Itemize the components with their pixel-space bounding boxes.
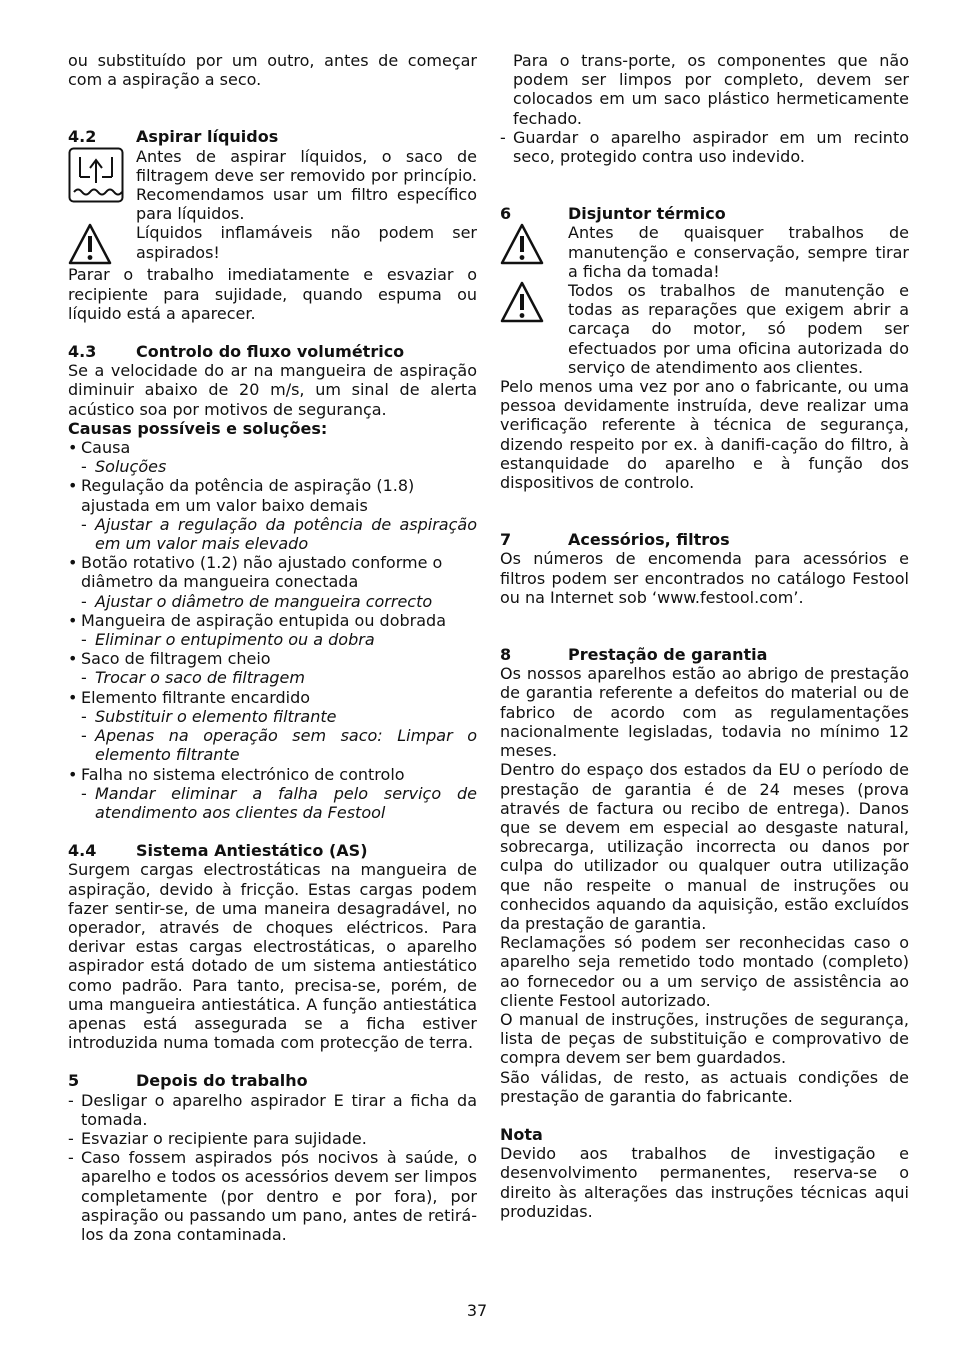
section-4-3-heading: 4.3 Controlo do fluxo volumétrico [68,342,405,362]
left-column [68,51,477,1244]
section-4-2-text: Antes de aspirar líquidos, o saco de filtragem deve ser removido por princípio. Recomendamos usar um filtro específico para líquidos. [136,146,477,224]
solution-item: - Soluções [81,457,167,477]
warranty-text-2: Dentro do espaço dos estados da EU o período de prestação de garantia é de 24 meses (prova através de factura ou recibo de entrega). Danos que se devem em especial ao desgaste natural, sobrecarga, utilização incorrecta ou danos por culpa do utilizador ou qualquer outra utilização que não respeite o manual de instruções ou conhecidos aquando da aquisição, estão excluídos da prestação de garantia. [500,760,909,933]
causes-title: Causas possíveis e soluções: [68,418,328,438]
storage-item: - Guardar o aparelho aspirador em um recinto seco, protegido contra uso indevido. [500,127,909,167]
warning-icon [500,281,568,377]
cause-item: • Saco de filtragem cheio [68,649,271,669]
solution-item: - Ajustar o diâmetro de mangueira correcto [81,591,433,611]
cause-item: • Elemento filtrante encardido [68,687,311,707]
section-4-3-text: Se a velocidade do ar na mangueira de aspiração diminuir abaixo de 20 m/s, um sinal de alerta acústico soa por motivos de segurança. [68,361,477,419]
cause-item: • Falha no sistema electrónico de controlo [68,764,405,784]
right-column [500,51,909,1221]
note-text: Devido aos trabalhos de investigação e desenvolvimento permanentes, reserva-se o direito às alterações das instruções técnicas aqui produzidas. [500,1144,909,1221]
transport-text: Para o trans-porte, os componentes que não podem ser limpos por completo, devem ser colocados em um saco plástico hermeticamente fechado. [513,51,909,128]
cause-item: • Mangueira de aspiração entupida ou dobrada [68,610,446,630]
warranty-text-4: O manual de instruções, instruções de segurança, lista de peças de substituição e comprovativo de compra devem ser bem guardados. [500,1009,909,1068]
section-4-4-text: Surgem cargas electrostáticas na mangueira de aspiração, devido à fricção. Estas cargas podem fazer sentir-se, de uma maneira desagradável, no operador, através de choques eléctricos. Para derivar estas cargas electrostáticas, o aparelho aspirador está dotado de um sistema antiestático como padrão. Para tanto, precisa-se, porém, de uma mangueira antiestática. A função antiestática apenas está assegurada se a ficha estiver introduzida numa tomada com protecção de terra. [68,860,477,1053]
after-work-item: - Desligar o aparelho aspirador E tirar a ficha da tomada. [68,1090,477,1129]
cause-item: • Regulação da potência de aspiração (1.8) ajustada em um valor baixo demais [68,476,415,515]
warning-icon [500,223,568,281]
after-work-item: - Esvaziar o recipiente para sujidade. [68,1128,367,1148]
section-4-4-heading: 4.4 Sistema Antiestático (AS) [68,841,368,861]
warranty-text-3: Reclamações só podem ser reconhecidas caso o aparelho seja remetido todo montado (completo) ao fornecedor ou a um serviço de assistência ao cliente Festool autorizado. [500,933,909,1010]
solution-item: - Trocar o saco de filtragem [81,668,305,688]
causes-list [68,438,477,822]
solution-item: - Mandar eliminar a falha pelo serviço de atendimento aos clientes da Festool [81,783,477,822]
solution-item: - Apenas na operação sem saco: Limpar o elemento filtrante [81,726,477,765]
warranty-text-5: São válidas, de resto, as actuais condições de prestação de garantia do fabricante. [500,1067,909,1106]
solution-item: - Substituir o elemento filtrante [81,706,337,726]
page-number: 37 [466,1301,488,1320]
section-8-heading: 8 Prestação de garantia [500,645,768,665]
intro-text: ou substituído por um outro, antes de começar com a aspiração a seco. [68,51,477,90]
after-work-list [68,1091,477,1245]
section-5-heading: 5 Depois do trabalho [68,1071,308,1091]
warranty-text-1: Os nossos aparelhos estão ao abrigo de prestação de garantia referente a defeitos do material ou de fabrico de acordo com as regulamentações nacionalmente legisladas, todavia no mínimo 12 meses. [500,664,909,761]
section-7-text: Os números de encomenda para acessórios e filtros podem ser encontrados no catálogo Festool ou na Internet sob ‘www.festool.com’. [500,549,909,607]
section-4-2-stop-text: Parar o trabalho imediatamente e esvaziar o recipiente para sujidade, quando espuma ou líquido está a aparecer. [68,265,477,323]
solution-item: - Eliminar o entupimento ou a dobra [81,630,375,650]
note-heading: Nota [500,1124,543,1144]
liquid-extraction-icon [68,147,136,224]
unplug-warning: Antes de quaisquer trabalhos de manutenção e conservação, sempre tirar a ficha da tomada! [568,223,909,281]
cause-item: • Botão rotativo (1.2) não ajustado conforme o diâmetro da mangueira conectada [68,553,443,592]
section-4-2-heading: 4.2 Aspirar líquidos [68,127,279,147]
section-7-heading: 7 Acessórios, filtros [500,530,730,550]
after-work-item: - Caso fossem aspirados pós nocivos à saúde, o aparelho e todos os acessórios devem ser limpos completamente (por dentro e por fora), por aspiração ou passando um pano, antes de retirá-los da zona contaminada. [68,1148,477,1244]
section-6-heading: 6 Disjuntor térmico [500,204,726,224]
solution-item: - Ajustar a regulação da potência de aspiração em um valor mais elevado [81,514,477,554]
flammable-warning: Líquidos inflamáveis não podem ser aspirados! [136,223,477,262]
cause-item: • Causa [68,438,131,458]
warning-icon [68,223,136,265]
repair-warning: Todos os trabalhos de manutenção e todas as reparações que exigem abrir a carcaça do motor, só podem ser efectuados por uma oficina autorizada do serviço de atendimento aos clientes. [568,281,909,377]
section-6-text: Pelo menos uma vez por ano o fabricante, ou uma pessoa devidamente instruída, deve realizar uma verificação referente à técnica de segurança, dizendo respeito por ex. à danifi-cação do filtro, à estanquidade do aparelho e à função dos dispositivos de controlo. [500,377,909,493]
